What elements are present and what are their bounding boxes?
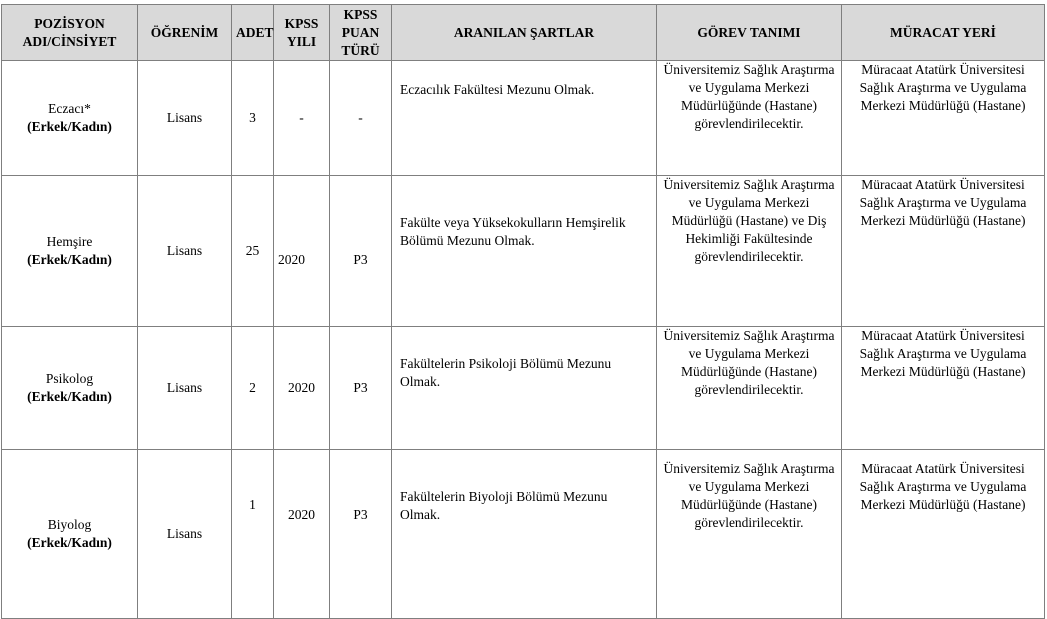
kpss-year-cell: 2020 — [274, 327, 330, 450]
application-place-cell: Müracaat Atatürk Üniversitesi Sağlık Araştırma ve Uygulama Merkezi Müdürlüğü (Hastane) — [842, 61, 1045, 176]
header-pozisyon: POZİSYON ADI/CİNSİYET — [2, 5, 138, 61]
position-cell — [2, 450, 138, 619]
position-name: Biyolog — [47, 517, 92, 532]
kpss-score-type-cell: - — [330, 61, 392, 176]
position-name: Eczacı* — [48, 101, 91, 116]
kpss-score-type-cell: P3 — [330, 327, 392, 450]
position-gender: (Erkek/Kadın) — [27, 119, 112, 134]
duty-cell: Üniversitemiz Sağlık Araştırma ve Uygulama Merkezi Müdürlüğü (Hastane) ve Diş Hekimliği Fakültesinde görevlendirilecektir. — [657, 176, 842, 327]
position-name: Psikolog — [45, 371, 94, 386]
position-cell — [2, 327, 138, 450]
table-row — [2, 61, 1045, 176]
requirements-cell: Fakültelerin Biyoloji Bölümü Mezunu Olmak. — [392, 450, 657, 619]
count-cell: 2 — [232, 327, 274, 450]
education-cell: Lisans — [138, 176, 232, 327]
kpss-score-type-cell: P3 — [330, 176, 392, 327]
header-kpss-puan-turu: KPSS PUAN TÜRÜ — [330, 5, 392, 61]
count-cell: 1 — [232, 450, 274, 619]
table-row — [2, 450, 1045, 619]
count-cell: 3 — [232, 61, 274, 176]
header-aranilan-sartlar: ARANILAN ŞARTLAR — [392, 5, 657, 61]
count-cell: 25 — [232, 176, 274, 327]
header-muracat-yeri: MÜRACAT YERİ — [842, 5, 1045, 61]
requirements-cell: Fakültelerin Psikoloji Bölümü Mezunu Olmak. — [392, 327, 657, 450]
requirements-cell: Fakülte veya Yüksekokulların Hemşirelik Bölümü Mezunu Olmak. — [392, 176, 657, 327]
header-gorev-tanimi: GÖREV TANIMI — [657, 5, 842, 61]
table-row — [2, 327, 1045, 450]
kpss-score-type-cell: P3 — [330, 450, 392, 619]
application-place-cell: Müracaat Atatürk Üniversitesi Sağlık Araştırma ve Uygulama Merkezi Müdürlüğü (Hastane) — [842, 176, 1045, 327]
header-adet: ADET — [232, 5, 274, 61]
duty-cell: Üniversitemiz Sağlık Araştırma ve Uygulama Merkezi Müdürlüğünde (Hastane) görevlendirilecektir. — [657, 327, 842, 450]
job-positions-table — [1, 4, 1045, 619]
header-ogrenim: ÖĞRENİM — [138, 5, 232, 61]
header-kpss-yili: KPSS YILI — [274, 5, 330, 61]
position-gender: (Erkek/Kadın) — [27, 252, 112, 267]
position-gender: (Erkek/Kadın) — [27, 535, 112, 550]
kpss-year-cell: 2020 — [274, 176, 330, 327]
education-cell: Lisans — [138, 61, 232, 176]
education-cell: Lisans — [138, 450, 232, 619]
duty-cell: Üniversitemiz Sağlık Araştırma ve Uygulama Merkezi Müdürlüğünde (Hastane) görevlendirilecektir. — [657, 61, 842, 176]
application-place-cell: Müracaat Atatürk Üniversitesi Sağlık Araştırma ve Uygulama Merkezi Müdürlüğü (Hastane) — [842, 450, 1045, 619]
duty-cell: Üniversitemiz Sağlık Araştırma ve Uygulama Merkezi Müdürlüğünde (Hastane) görevlendirilecektir. — [657, 450, 842, 619]
education-cell: Lisans — [138, 327, 232, 450]
table-row — [2, 176, 1045, 327]
application-place-cell: Müracaat Atatürk Üniversitesi Sağlık Araştırma ve Uygulama Merkezi Müdürlüğü (Hastane) — [842, 327, 1045, 450]
position-name: Hemşire — [46, 234, 93, 249]
position-cell — [2, 176, 138, 327]
kpss-year-cell: 2020 — [274, 450, 330, 619]
position-cell — [2, 61, 138, 176]
kpss-year-cell: - — [274, 61, 330, 176]
requirements-cell: Eczacılık Fakültesi Mezunu Olmak. — [392, 61, 657, 176]
header-row — [2, 5, 1045, 61]
position-gender: (Erkek/Kadın) — [27, 389, 112, 404]
